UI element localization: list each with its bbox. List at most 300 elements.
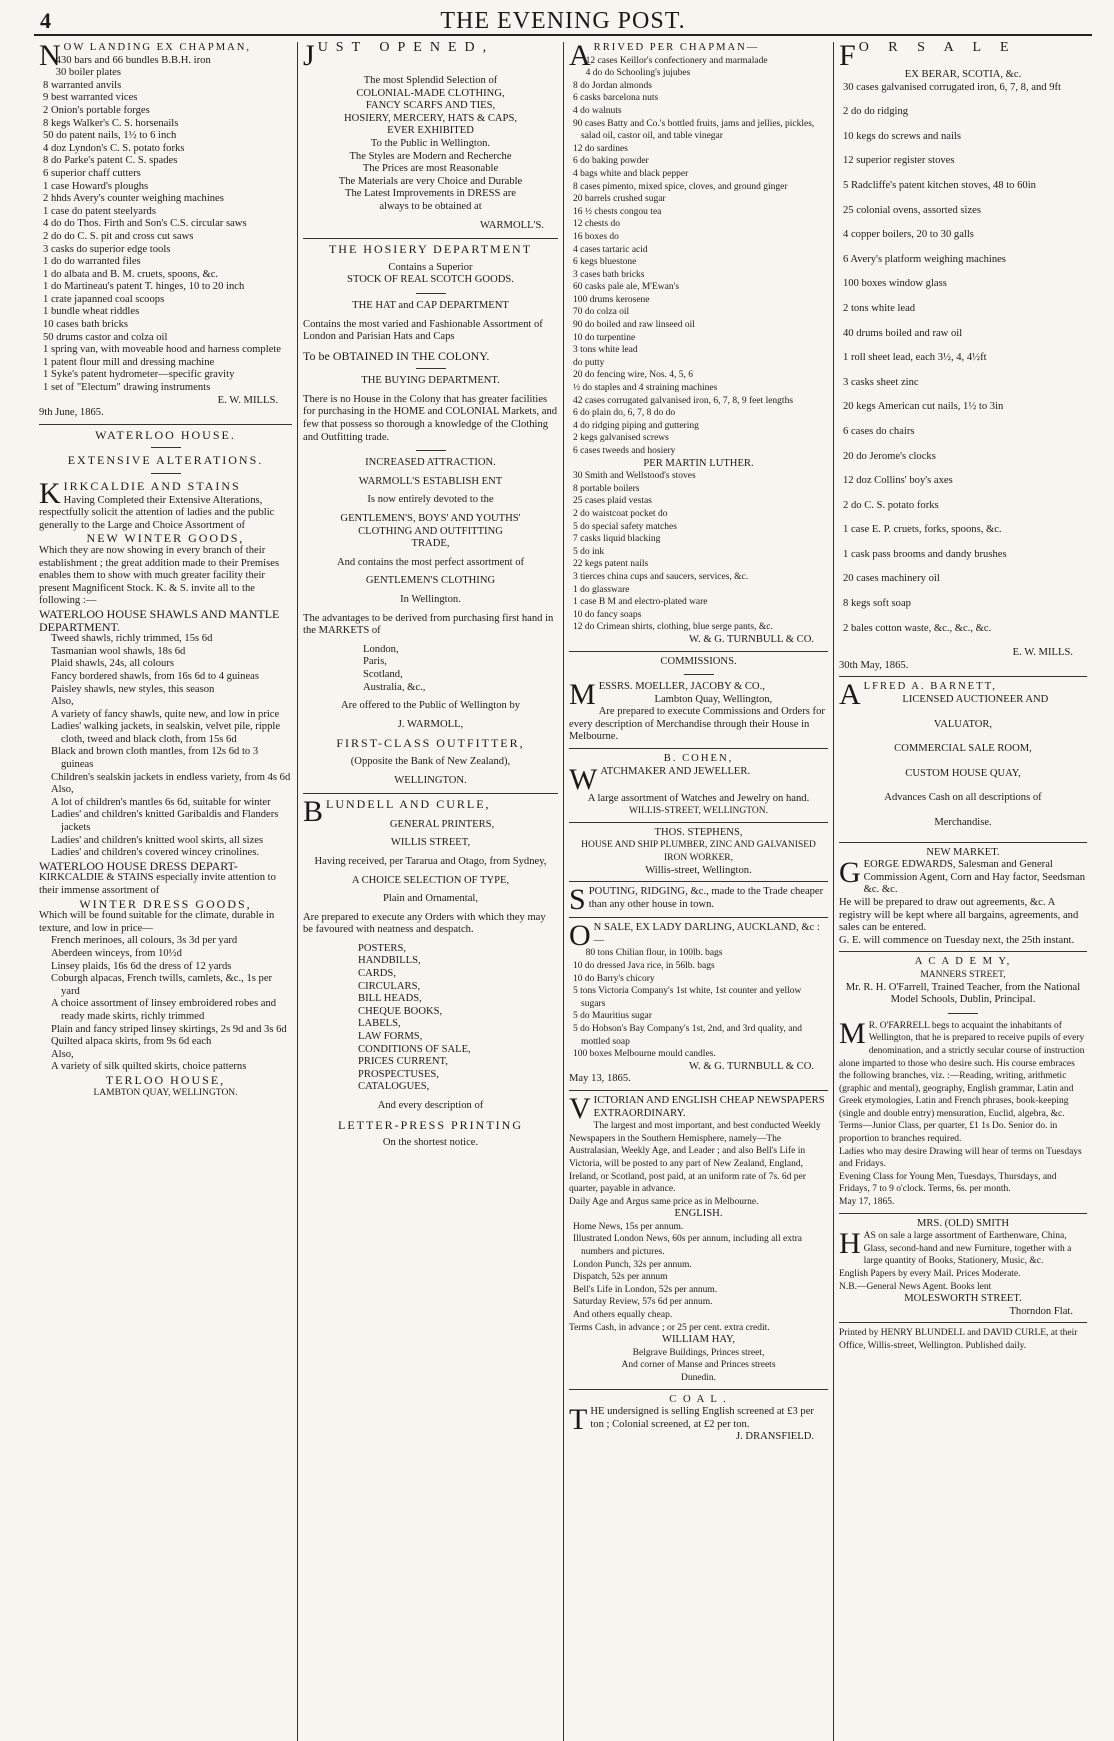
list-item: 25 colonial ovens, assorted sizes <box>843 204 981 216</box>
list-item: LABELS, <box>358 1018 401 1030</box>
list-item: do putty <box>573 357 605 368</box>
list-item: 1 Syke's patent hydrometer—specific gravity <box>43 369 235 381</box>
merchant-name: B. COHEN, <box>663 753 734 765</box>
commissions-ad <box>569 656 828 745</box>
obtained-text: To be OBTAINED IN THE COLONY. <box>303 348 490 363</box>
list-item: 8 do Jordan almonds <box>573 80 652 91</box>
item-list <box>569 470 828 634</box>
barnett-ad <box>839 678 1087 829</box>
list-item: Plaid shawls, 24s, all colours <box>51 658 174 670</box>
department-heading: WATERLOO HOUSE SHAWLS AND MANTLE DEPARTMENT. <box>39 606 280 634</box>
ad-date: 30th May, 1865. <box>839 659 909 671</box>
list-item: 2 do do C. S. pit and cross cut saws <box>43 230 194 242</box>
address: Dunedin. <box>680 1373 717 1383</box>
list-item: French merinoes, all colours, 3s 3d per yard <box>51 935 238 947</box>
column-3 <box>564 42 834 1741</box>
item-list <box>839 82 1087 636</box>
drop-cap: W <box>569 762 598 796</box>
list-item: Advances Cash on all descriptions of <box>884 792 1042 804</box>
list-item: The Styles are Modern and Recherche <box>349 150 512 162</box>
address: WELLINGTON. <box>394 774 467 786</box>
new-market-ad <box>839 847 1087 948</box>
list-item: Also, <box>51 784 74 796</box>
mills-chapman-ad <box>39 42 292 420</box>
list-item: 12 doz Collins' boy's axes <box>843 475 953 487</box>
body-text: He will be prepared to draw out agreements, &c. A registry will be kept where all bargains, agreements, and sales can be entered. <box>839 896 1079 934</box>
ad-heading: N SALE, EX LADY DARLING, AUCKLAND, &c :— <box>593 922 820 946</box>
merchant-name: THOS. STEPHENS, <box>654 826 743 838</box>
list-item: The Prices are most Reasonable <box>362 163 499 175</box>
list-item: 3 casks sheet zinc <box>843 376 919 388</box>
ad-title: NEW MARKET. <box>926 846 1000 858</box>
list-item: CATALOGUES, <box>358 1081 430 1093</box>
subheading: EX BERAR, SCOTIA, &c. <box>904 69 1022 80</box>
body-text: Are prepared to execute any Orders with which they may be favoured with neatness and despatch. <box>303 911 546 936</box>
list-item: 6 do baking powder <box>573 156 649 167</box>
drop-cap: H <box>839 1227 861 1261</box>
list-item: Aberdeen winceys, from 10½d <box>51 947 182 959</box>
list-item: 9 best warranted vices <box>43 92 138 104</box>
market-list <box>303 644 558 694</box>
list-item: 4 do ridging piping and guttering <box>573 420 699 431</box>
drop-cap: V <box>569 1091 591 1125</box>
list-item: A variety of silk quilted skirts, choice patterns <box>51 1061 247 1073</box>
ad-title: C O A L . <box>669 1393 728 1405</box>
list-item: 1 bundle wheat riddles <box>43 306 140 318</box>
body-text: And contains the most perfect assortment of <box>336 556 525 568</box>
list-item: Ladies' and children's knitted Garibaldis and Flanders jackets <box>51 809 279 834</box>
list-item: COLONIAL-MADE CLOTHING, <box>356 87 505 99</box>
blundell-curle-ad <box>303 795 558 1150</box>
list-item: 10 do Barry's chicory <box>573 973 655 984</box>
drop-cap: J <box>303 42 315 72</box>
list-item: The Latest Improvements in DRESS are <box>345 188 516 200</box>
body-text: On the shortest notice. <box>382 1137 479 1149</box>
drop-cap: N <box>39 42 61 72</box>
list-item: 1 do glassware <box>573 584 630 595</box>
department-heading: WATERLOO HOUSE DRESS DEPART- <box>39 858 238 873</box>
item-list <box>569 1221 828 1322</box>
list-item: Ladies' walking jackets, in sealskin, velvet pile, ripple cloth, tweed and black cloth, from 15s 6d <box>51 721 281 745</box>
list-item: 8 kegs soft soap <box>843 598 911 610</box>
turnbull-chapman-ad <box>569 42 828 647</box>
body-text: Having received, per Tararua and Otago, from Sydney, <box>314 855 547 867</box>
list-item: 1 do do warranted files <box>43 256 141 268</box>
ship-heading: PER MARTIN LUTHER. <box>643 457 754 469</box>
line-list <box>303 262 558 287</box>
list-item: Coburgh alpacas, French twills, camlets, &c., 1s per yard <box>51 973 273 997</box>
list-item: Children's sealskin jackets in endless variety, from 4s 6d <box>51 771 291 783</box>
list-item: 1 cask pass brooms and dandy brushes <box>843 548 1007 560</box>
list-item: 20 barrels crushed sugar <box>573 194 666 205</box>
list-item: 1 roll sheet lead, each 3½, 4, 4½ft <box>843 352 987 364</box>
list-item: 50 drums castor and colza oil <box>43 331 168 343</box>
ad-subtitle: EXTENSIVE ALTERATIONS. <box>67 453 264 468</box>
body-text: There is no House in the Colony that has greater facilities for purchasing in the HOME and COLONIAL Markets, and few that possess so thorough a knowledge of the Clothing and Outfitting trade. <box>303 393 558 443</box>
list-item: 8 warranted anvils <box>43 79 122 91</box>
list-item: TRADE, <box>411 538 450 550</box>
signature: E. W. MILLS. <box>1012 647 1073 659</box>
list-item: 20 do fencing wire, Nos. 4, 5, 6 <box>573 370 694 381</box>
address: WILLIS-STREET, WELLINGTON. <box>628 806 769 817</box>
ad-title: COMMISSIONS. <box>660 655 737 667</box>
item-list <box>39 935 292 1074</box>
printer-imprint: Printed by HENRY BLUNDELL and DAVID CURLE, at their Office, Willis-street, Wellington. Published daily. <box>839 1328 1078 1351</box>
waterloo-house-ad <box>39 429 292 1099</box>
address: And corner of Manse and Princes streets <box>621 1360 776 1371</box>
list-item: 5 do Mauritius sugar <box>573 1011 652 1022</box>
columns <box>34 42 1092 1741</box>
terms-text: Terms—Junior Class, per quarter, £1 1s Do. Senior do. in proportion to branches required. <box>839 1121 1058 1145</box>
address: Belgrave Buildings, Princes street, <box>632 1347 765 1358</box>
column-1 <box>34 42 298 1741</box>
terms-text: Terms Cash, in advance ; or 25 per cent. extra credit. <box>569 1322 770 1333</box>
address: WILLIS STREET, <box>390 837 471 849</box>
list-item: 4 cases tartaric acid <box>573 244 648 255</box>
clothing-heading: GENTLEMEN'S CLOTHING <box>365 575 496 587</box>
list-item: The Materials are very Choice and Durable <box>338 175 523 187</box>
list-item: 4 do walnuts <box>573 105 622 116</box>
establishment-text: WARMOLL'S ESTABLISH ENT <box>358 475 503 487</box>
list-item: 8 do Parke's patent C. S. spades <box>43 155 178 167</box>
list-item: A lot of children's mantles 6s 6d, suitable for winter <box>51 796 271 808</box>
list-item: Also, <box>51 1048 74 1060</box>
trade-heading: HOUSE AND SHIP PLUMBER, ZINC AND GALVANISED IRON WORKER, <box>581 840 816 864</box>
address: Thorndon Flat. <box>1009 1305 1073 1317</box>
signature: J. DRANSFIELD. <box>736 1431 814 1443</box>
list-item: Tweed shawls, richly trimmed, 15s 6d <box>51 633 213 645</box>
page-number: 4 <box>40 8 51 33</box>
list-item: 20 do Jerome's clocks <box>843 450 936 462</box>
list-item: 30 Smith and Wellstood's stoves <box>573 471 696 482</box>
signature: E. W. MILLS. <box>217 394 278 406</box>
list-item: Contains a Superior <box>388 261 473 273</box>
drop-cap: F <box>839 42 856 72</box>
merchant-name: WILLIAM HAY, <box>662 1334 735 1346</box>
list-item: 42 cases corrugated galvanised iron, 6, 7, 8, 9 feet lengths <box>573 395 794 406</box>
body-text: The advantages to be derived from purchasing first hand in the MARKETS of <box>303 612 554 637</box>
body-text: Are offered to the Public of Wellington by <box>340 700 521 712</box>
ad-heading: ICTORIAN AND ENGLISH CHEAP NEWSPAPERS EXTRAORDINARY. <box>593 1094 825 1119</box>
list-item: Home News, 15s per annum. <box>573 1221 684 1232</box>
body-text: In Wellington. <box>400 594 461 605</box>
list-item: STOCK OF REAL SCOTCH GOODS. <box>347 274 514 286</box>
ad-date: May 17, 1865. <box>839 1197 895 1208</box>
list-item: 1 spring van, with moveable hood and harness complete <box>43 344 282 356</box>
list-item: PROSPECTUSES, <box>358 1068 439 1080</box>
list-item: 10 do fancy soaps <box>573 609 642 620</box>
spouting-ad <box>569 883 828 917</box>
list-item: 6 Avery's platform weighing machines <box>843 253 1006 265</box>
drop-cap: K <box>39 477 61 510</box>
list-item: 4 do do Schooling's jujubes <box>585 68 691 79</box>
ad-title: WATERLOO HOUSE. <box>95 427 236 442</box>
list-item: EVER EXHIBITED <box>387 125 474 137</box>
list-item: PRICES CURRENT, <box>358 1056 448 1068</box>
body-text: POUTING, RIDGING, &c., made to the Trade cheaper than any other house in town. <box>588 886 824 910</box>
list-item: Bell's Life in London, 52s per annum. <box>573 1284 718 1295</box>
list-item: 5 do ink <box>573 546 605 557</box>
list-item: CHEQUE BOOKS, <box>358 1005 443 1017</box>
list-item: 2 do waistcoat pocket do <box>573 508 668 519</box>
type-heading: A CHOICE SELECTION OF TYPE, <box>351 874 510 886</box>
on-sale-ad <box>569 919 828 1086</box>
list-item: A variety of fancy shawls, quite new, and low in price <box>51 708 280 720</box>
ad-heading: OW LANDING EX CHAPMAN, <box>63 42 252 53</box>
body-text: Daily Age and Argus same price as in Melbourne. <box>569 1196 759 1207</box>
list-item: Plain and fancy striped linsey skirtings, 2s 9d and 3s 6d <box>51 1023 287 1035</box>
list-item: COMMERCIAL SALE ROOM, <box>894 743 1032 755</box>
address: Lambton Quay, Wellington, <box>654 693 773 705</box>
list-item: Linsey plaids, 16s 6d the dress of 12 yards <box>51 960 232 972</box>
list-item: 5 tons Victoria Company's 1st white, 1st counter and yellow sugars <box>573 986 802 1009</box>
department-heading: THE HAT and CAP DEPARTMENT <box>352 299 509 311</box>
list-item: 1 case B M and electro-plated ware <box>573 597 708 608</box>
list-item: CUSTOM HOUSE QUAY, <box>905 767 1021 779</box>
address: LAMBTON QUAY, WELLINGTON. <box>93 1087 238 1098</box>
list-item: 12 cases Keillor's confectionery and marmalade <box>585 55 768 66</box>
list-item: 4 copper boilers, 20 to 30 galls <box>843 229 974 241</box>
list-item: always to be obtained at <box>379 200 482 212</box>
list-item: 2 kegs galvanised screws <box>573 433 669 444</box>
list-item: 12 superior register stoves <box>843 155 955 167</box>
list-item: 3 casks do superior edge tools <box>43 243 171 255</box>
list-item: Paris, <box>363 656 387 668</box>
body-text: Are prepared to execute Commissions and Orders for every description of Merchandise through their House in Melbourne. <box>569 706 825 743</box>
list-item: 2 hhds Avery's counter weighing machines <box>43 193 224 205</box>
list-item: 1 crate japanned coal scoops <box>43 293 165 305</box>
list-item: 40 drums boiled and raw oil <box>843 327 963 339</box>
item-list <box>303 943 558 1094</box>
list-item: London, <box>363 643 399 655</box>
increased-heading: INCREASED ATTRACTION. <box>365 457 496 469</box>
list-item: 90 do boiled and raw linseed oil <box>573 320 695 331</box>
list-item: 12 chests do <box>573 219 620 230</box>
drop-cap: A <box>569 42 591 72</box>
ad-title: A C A D E M Y, <box>914 956 1012 968</box>
department-heading: THE HOSIERY DEPARTMENT <box>328 242 533 257</box>
firm-name: ESSRS. MOELLER, JACOBY & CO., <box>598 681 765 693</box>
list-item: Black and brown cloth mantles, from 12s 6d to 3 guineas <box>51 746 259 771</box>
list-item: HOSIERY, MERCERY, HATS & CAPS, <box>344 112 517 124</box>
drop-cap: S <box>569 883 586 917</box>
ad-heading: RRIVED PER CHAPMAN— <box>593 42 760 53</box>
outfitter-heading: FIRST-CLASS OUTFITTER, <box>336 736 525 751</box>
intro-text: KIRKCALDIE & STAINS especially invite attention to their immense assortment of <box>39 872 276 896</box>
list-item: 6 casks barcelona nuts <box>573 93 659 104</box>
list-item: 5 do special safety matches <box>573 521 677 532</box>
item-list <box>569 55 828 458</box>
address: (Opposite the Bank of New Zealand), <box>350 755 511 767</box>
list-item: BILL HEADS, <box>358 993 422 1005</box>
merchant-name: J. WARMOLL, <box>397 718 464 730</box>
list-item: Saturday Review, 57s 6d per annum. <box>573 1297 713 1308</box>
list-item: Also, <box>51 696 74 708</box>
list-item: Merchandise. <box>934 817 992 828</box>
address: MANNERS STREET, <box>920 969 1006 980</box>
stephens-ad <box>569 827 828 877</box>
for-sale-ad <box>839 42 1087 672</box>
list-item: Ladies' and children's knitted wool skirts, all sizes <box>51 834 264 846</box>
list-item: 8 cases pimento, mixed spice, cloves, and ground ginger <box>573 181 788 192</box>
list-item: 100 drums kerosene <box>573 294 650 305</box>
list-item: 2 Onion's portable forges <box>43 104 150 116</box>
smith-ad <box>839 1218 1087 1319</box>
ad-heading: LUNDELL AND CURLE, <box>326 797 491 812</box>
list-item: 22 kegs patent nails <box>573 559 649 570</box>
list-item: 12 do sardines <box>573 143 628 154</box>
item-list <box>569 947 828 1060</box>
list-item: 10 kegs do screws and nails <box>843 130 961 142</box>
list-item: 8 kegs Walker's C. S. horsenails <box>43 117 179 129</box>
ad-heading: O R S A L E <box>858 42 1017 55</box>
drop-cap: B <box>303 795 324 829</box>
trade-heading: ATCHMAKER AND JEWELLER. <box>600 765 751 777</box>
newspapers-ad <box>569 1091 828 1385</box>
list-item: 1 do Martineau's patent T. hinges, 10 to 20 inch <box>43 281 245 293</box>
cohen-ad <box>569 753 828 818</box>
list-item: 6 kegs bluestone <box>573 257 637 268</box>
signature: W. & G. TURNBULL & CO. <box>689 633 814 645</box>
list-item: 6 cases tweeds and hosiery <box>573 446 676 456</box>
list-item: 2 bales cotton waste, &c., &c., &c. <box>843 622 992 634</box>
body-text: R. O'FARRELL begs to acquaint the inhabitants of Wellington, that he is prepared to receive pupils of every denomination, and a strictly secular course of instruction alone imparted to those who desire such. His course embraces the following branches, viz. :—Reading, writing, arithmetic (graphic and mental), geography, English grammar, Latin and Greek etymologies, Latin and French phrases, book-keeping (single and double entry) mensuration, Euclid, algebra, &c. <box>839 1020 1085 1119</box>
list-item: 5 Radcliffe's patent kitchen stoves, 48 to 60in <box>843 179 1036 191</box>
street-heading: MOLESWORTH STREET. <box>904 1293 1022 1305</box>
list-item: 70 do colza oil <box>573 307 630 318</box>
list-item: LICENSED AUCTIONEER AND <box>902 694 1049 706</box>
masthead <box>34 8 1092 36</box>
list-item: 10 do turpentine <box>573 332 636 343</box>
department-heading: THE BUYING DEPARTMENT. <box>361 375 500 387</box>
column-2 <box>298 42 564 1741</box>
body-text: Plain and Ornamental, <box>382 893 479 905</box>
list-item: FANCY SCARFS AND TIES, <box>365 100 496 112</box>
list-item: 20 cases machinery oil <box>843 573 940 585</box>
goods-heading: WINTER DRESS GOODS, <box>79 896 252 911</box>
list-item: 1 patent flour mill and dressing machine <box>43 356 215 368</box>
list-item: 20 kegs American cut nails, 1½ to 3in <box>843 401 1004 413</box>
warmoll-ad <box>303 42 558 787</box>
list-item: And others equally cheap. <box>573 1310 673 1321</box>
list-item: 16 boxes do <box>573 231 619 242</box>
list-item: 1 case E. P. cruets, forks, spoons, &c. <box>843 524 1002 536</box>
list-item: 1 case Howard's ploughs <box>43 180 149 192</box>
list-item: 430 bars and 66 bundles B.B.H. iron <box>55 54 211 66</box>
intro-text: Having Completed their Extensive Alterations, respectfully solicit the attention of ladies and the public generally to the Large and Choice Assortment of <box>39 494 275 531</box>
column-4 <box>834 42 1092 1741</box>
drop-cap: O <box>569 919 591 953</box>
list-item: Scotland, <box>363 668 403 680</box>
list-item: 4 bags white and black pepper <box>573 168 689 179</box>
list-item: 6 do plain do, 6, 7, 8 do do <box>573 408 676 419</box>
address: Willis-street, Wellington. <box>645 864 752 876</box>
body-text: A large assortment of Watches and Jewelry on hand. <box>587 792 810 804</box>
list-item: 5 do Hobson's Bay Company's 1st, 2nd, and 3rd quality, and mottled soap <box>573 1023 802 1047</box>
drop-cap: M <box>569 678 596 712</box>
body-text: Is now entirely devoted to the <box>367 494 494 506</box>
list-item: Quilted alpaca skirts, from 9s 6d each <box>51 1036 212 1048</box>
list-item: 2 tons white lead <box>843 302 916 314</box>
list-item: 3 tierces china cups and saucers, services, &c. <box>573 571 749 582</box>
item-list <box>39 633 292 860</box>
list-item: 80 tons Chilian flour, in 100lb. bags <box>585 948 723 959</box>
list-item: 3 tons white lead <box>573 345 638 356</box>
drop-cap: T <box>569 1403 588 1437</box>
signature: W. & G. TURNBULL & CO. <box>689 1060 814 1072</box>
firm-name: IRKCALDIE AND STAINS <box>63 479 241 493</box>
list-item: 12 do Crimean shirts, clothing, blue serge pants, &c. <box>573 622 773 633</box>
ad-date: May 13, 1865. <box>569 1073 631 1085</box>
list-item: 1 case do patent steelyards <box>43 205 156 217</box>
body-text: Ladies who may desire Drawing will hear of terms on Tuesdays and Fridays. <box>839 1146 1082 1170</box>
list-item: 6 cases do chairs <box>843 425 915 437</box>
list-item: LAW FORMS, <box>358 1031 423 1043</box>
drop-cap: M <box>839 1016 866 1050</box>
list-item: London Punch, 32s per annum. <box>573 1259 692 1270</box>
body-text: Which will be found suitable for the climate, durable in texture, and low in price— <box>39 910 275 934</box>
list-item: 1 do albata and B. M. cruets, spoons, &c. <box>43 268 219 280</box>
list-item: POSTERS, <box>358 942 406 954</box>
body-text: Contains the most varied and Fashionable Assortment of London and Parisian Hats and Caps <box>303 318 543 343</box>
signature: WARMOLL'S. <box>479 219 544 231</box>
list-item: The most Splendid Selection of <box>363 75 498 86</box>
list-item: Fancy bordered shawls, from 16s 6d to 4 guineas <box>51 670 260 682</box>
coal-ad <box>569 1394 828 1444</box>
body-text: The largest and most important, and best conducted Weekly Newspapers in the Southern Hemisphere, namely—The Australasian, Weekly Age, and Leader ; and also Bell's Life in Victoria, will be posted to any part of New Zealand, England, Ireland, or Scotland, post paid, at an uniform rate of 7s. 6d per quarter, payable in advance. <box>569 1121 821 1195</box>
list-item: 25 cases plaid vestas <box>573 496 652 507</box>
list-item: 7 casks liquid blacking <box>573 534 661 545</box>
list-item: GENTLEMEN'S, BOYS' AND YOUTHS' <box>340 513 521 525</box>
list-item: 2 do do ridging <box>843 106 909 118</box>
list-item: 1 set of "Electum" drawing instruments <box>43 382 211 394</box>
letterpress-heading: LETTER-PRESS PRINTING <box>337 1117 523 1132</box>
list-item: 16 ½ chests congou tea <box>573 206 662 217</box>
list-item: Australia, &c., <box>363 681 426 693</box>
list-item: 30 cases galvanised corrugated iron, 6, 7, 8, and 9ft <box>843 81 1061 93</box>
body-text: Which they are now showing in every branch of their establishment ; the great addition made to their Premises enables them to show with much greater facility their present Magnificent Stock. K. & S. invite all to the following :— <box>39 544 280 607</box>
footer-name: TERLOO HOUSE, <box>105 1072 226 1087</box>
list-item: 30 boiler plates <box>55 67 121 79</box>
list-item: 10 do dressed Java rice, in 56lb. bags <box>573 961 715 971</box>
list-item: CIRCULARS, <box>358 980 421 992</box>
body-text: N.B.—General News Agent. Books lent <box>839 1281 992 1292</box>
academy-ad <box>839 956 1087 1208</box>
list-item: 2 do C. S. potato forks <box>843 499 939 511</box>
list-item: 10 cases bath bricks <box>43 319 129 331</box>
goods-heading: NEW WINTER GOODS, <box>86 531 245 546</box>
list-item: Illustrated London News, 60s per annum, including all extra numbers and pictures. <box>573 1234 803 1258</box>
list-item: 90 cases Batty and Co.'s bottled fruits, jams and jellies, pickles, salad oil, castor oil, and table vinegar <box>573 118 815 142</box>
list-item: VALUATOR, <box>933 718 993 730</box>
list-item: HANDBILLS, <box>358 955 421 967</box>
line-list <box>303 513 558 551</box>
list-item: 4 doz Lyndon's C. S. potato forks <box>43 142 185 154</box>
list-item: CARDS, <box>358 968 396 980</box>
drop-cap: G <box>839 856 861 890</box>
list-item: Tasmanian wool shawls, 18s 6d <box>51 645 186 657</box>
list-item: 8 portable boilers <box>573 483 640 494</box>
list-item: CLOTHING AND OUTFITTING <box>358 525 503 537</box>
list-item: CONDITIONS OF SALE, <box>358 1043 471 1055</box>
ad-date: 9th June, 1865. <box>39 407 104 419</box>
list-item: 100 boxes Melbourne mould candles. <box>573 1049 716 1060</box>
body-text: HE undersigned is selling English screened at £3 per ton ; Colonial screened, at £2 per ton. <box>590 1406 814 1430</box>
list-item: 50 do patent nails, 1½ to 6 inch <box>43 130 177 142</box>
body-text: And every description of <box>377 1100 484 1111</box>
list-item: 100 boxes window glass <box>843 278 947 290</box>
body-text: English Papers by every Mail. Prices Moderate. <box>839 1269 1021 1279</box>
